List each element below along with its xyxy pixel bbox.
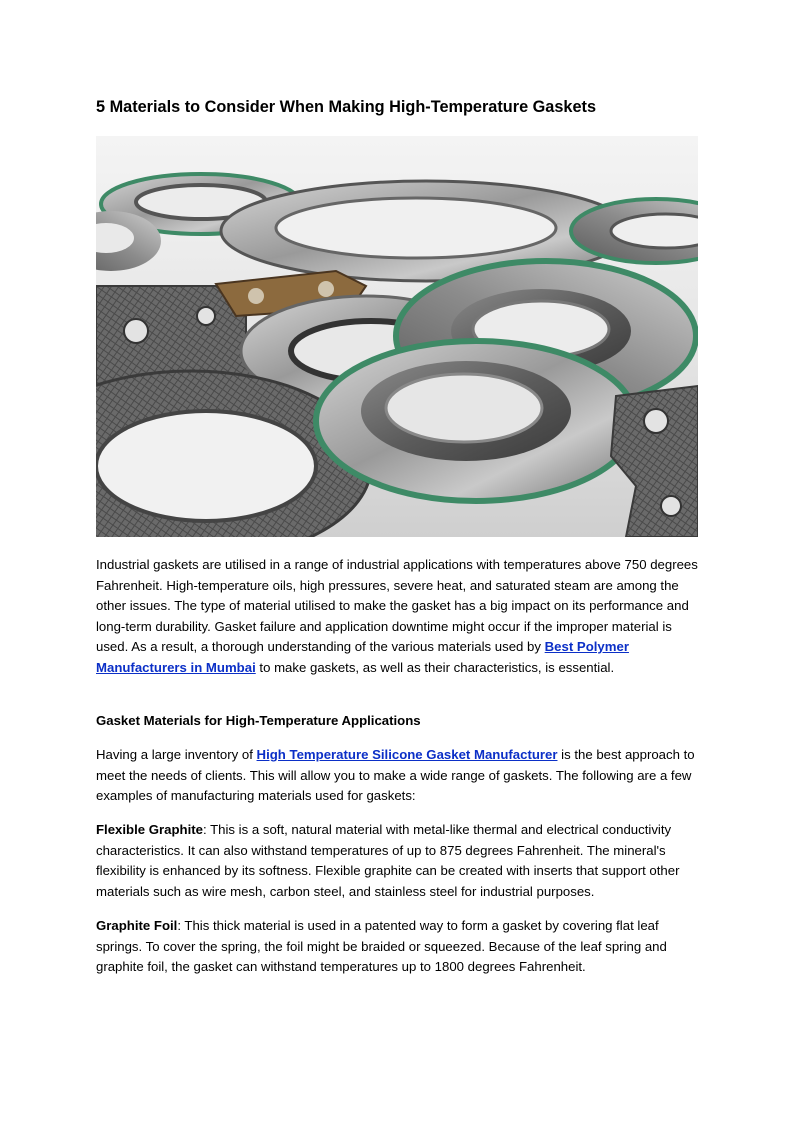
section-heading: Gasket Materials for High-Temperature Applications xyxy=(96,713,421,728)
graphite-foil-term: Graphite Foil xyxy=(96,918,178,933)
intro-text-start: Industrial gaskets are utilised in a range of industrial applications with temperatures above 750 degrees Fahrenheit. High-temperature oils, high pressures, severe heat, and saturated steam are among the other issues. The type of material utilised to make the gasket has a big impact on its performance and long-term durability. Gasket failure and application downtime might occur if the improper material is used. As a result, a thorough understanding of the various materials used by xyxy=(96,557,698,655)
gasket-photo xyxy=(96,136,698,537)
inventory-paragraph xyxy=(96,745,700,807)
inventory-text-start: Having a large inventory of xyxy=(96,747,257,762)
intro-text-end: to make gaskets, as well as their characteristics, is essential. xyxy=(255,659,615,675)
graphite-foil-paragraph xyxy=(96,916,700,978)
graphite-foil-description: : This thick material is used in a patented way to form a gasket by covering flat leaf springs. To cover the spring, the foil might be braided or squeezed. Because of the leaf spring and graphite foil, the gasket can withstand temperatures up to 1800 degrees Fahrenheit. xyxy=(96,918,667,975)
best-polymer-manufacturers-link[interactable]: Best Polymer Manufacturers in Mumbai xyxy=(96,639,629,675)
page-title: 5 Materials to Consider When Making High-Temperature Gaskets xyxy=(96,98,597,116)
inventory-text-end: is the best approach to meet the needs of clients. This will allow you to make a wide range of gaskets. The following are a few examples of manufacturing materials used for gaskets: xyxy=(96,747,695,804)
flexible-graphite-term: Flexible Graphite xyxy=(96,822,203,837)
flexible-graphite-description: : This is a soft, natural material with metal-like thermal and electrical conductivity characteristics. It can also withstand temperatures of up to 875 degrees Fahrenheit. The mineral's flexibility is enhanced by its softness. Flexible graphite can be created with inserts that support other materials such as wire mesh, carbon steel, and stainless steel for industrial purposes. xyxy=(96,822,680,899)
silicone-gasket-manufacturer-link[interactable]: High Temperature Silicone Gasket Manufacturer xyxy=(256,747,558,762)
intro-paragraph xyxy=(96,555,700,679)
flexible-graphite-paragraph xyxy=(96,820,700,902)
gasket-illustration xyxy=(96,136,698,537)
